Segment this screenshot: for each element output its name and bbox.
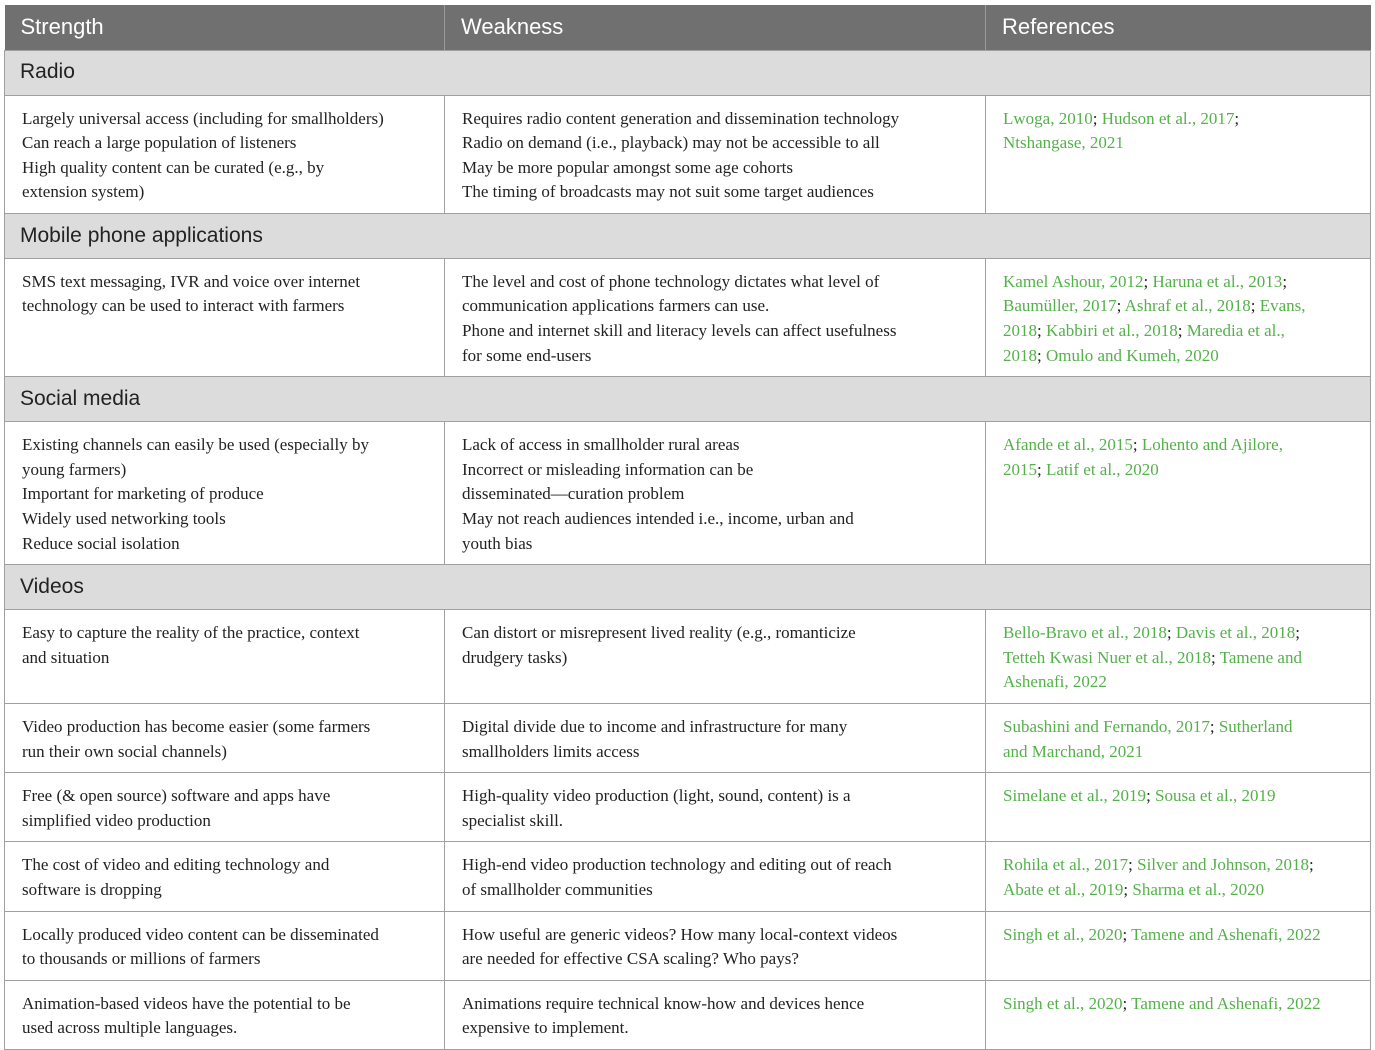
section-title: Radio — [5, 50, 1371, 95]
strength-cell — [5, 610, 445, 704]
reference-link[interactable]: Ntshangase, 2021 — [1003, 133, 1124, 153]
references-cell — [986, 422, 1371, 565]
reference-link[interactable]: Maredia et al., — [1186, 321, 1285, 341]
weakness-line: youth bias — [462, 533, 533, 553]
reference-link[interactable]: 2018 — [1003, 345, 1037, 365]
reference-separator: ; — [1037, 321, 1046, 341]
references-line — [1003, 458, 1360, 483]
strength-cell — [5, 773, 445, 842]
weakness-cell — [445, 704, 986, 773]
reference-link[interactable]: Sutherland — [1218, 717, 1293, 736]
weakness-line: The level and cost of phone technology dictates what level of — [462, 271, 880, 291]
references-line — [1003, 621, 1360, 646]
weakness-line: smallholders limits access — [462, 741, 640, 761]
reference-separator: ; — [1234, 108, 1240, 128]
table-row — [5, 704, 1371, 773]
strength-line: SMS text messaging, IVR and voice over internet — [22, 271, 361, 291]
weakness-line: High-end video production technology and editing out of reach — [462, 855, 892, 875]
reference-link[interactable]: Singh et al., 2020 — [1003, 993, 1123, 1013]
strength-line: Can reach a large population of listeners — [22, 133, 297, 153]
reference-separator: ; — [1092, 108, 1102, 128]
reference-separator: ; — [1123, 879, 1133, 899]
table-row — [5, 773, 1371, 842]
strength-line: young farmers) — [22, 459, 127, 479]
section-title: Mobile phone applications — [5, 213, 1371, 258]
section-title: Social media — [5, 377, 1371, 422]
reference-link[interactable]: Kamel Ashour, 2012 — [1003, 271, 1144, 291]
reference-separator: ; — [1250, 296, 1260, 316]
reference-link[interactable]: Hudson et al., 2017 — [1101, 108, 1235, 128]
strength-line: Video production has become easier (some farmers — [22, 717, 371, 736]
weakness-cell — [445, 773, 986, 842]
weakness-cell — [445, 95, 986, 213]
weakness-line: Animations require technical know-how and devices hence — [462, 993, 865, 1013]
reference-separator: ; — [1143, 271, 1153, 291]
table-row — [5, 610, 1371, 704]
weakness-line: How useful are generic videos? How many local-context videos — [462, 924, 898, 944]
reference-link[interactable]: Latif et al., 2020 — [1045, 459, 1159, 479]
weakness-cell — [445, 610, 986, 704]
strength-cell — [5, 911, 445, 980]
weakness-line: The timing of broadcasts may not suit some target audiences — [462, 182, 874, 202]
reference-separator: ; — [1282, 271, 1288, 291]
weakness-line: expensive to implement. — [462, 1018, 629, 1038]
strength-line: Locally produced video content can be disseminated — [22, 924, 379, 944]
strength-cell — [5, 842, 445, 911]
strength-line: technology can be used to interact with farmers — [22, 296, 345, 316]
reference-link[interactable]: Davis et al., 2018 — [1175, 623, 1296, 643]
table-row — [5, 980, 1371, 1049]
references-cell — [986, 258, 1371, 376]
header-references: References — [986, 5, 1371, 50]
weakness-cell — [445, 911, 986, 980]
references-line — [1003, 131, 1360, 156]
section-row — [5, 50, 1371, 95]
reference-separator: ; — [1177, 321, 1187, 341]
reference-separator: ; — [1037, 459, 1046, 479]
strength-cell — [5, 980, 445, 1049]
header-weakness: Weakness — [445, 5, 986, 50]
section-row — [5, 377, 1371, 422]
strength-line: simplified video production — [22, 810, 211, 830]
strength-line: and situation — [22, 647, 110, 667]
table-row — [5, 95, 1371, 213]
reference-separator: ; — [1166, 623, 1176, 643]
weakness-line: Lack of access in smallholder rural areas — [462, 435, 740, 455]
weakness-line: Phone and internet skill and literacy levels can affect usefulness — [462, 321, 897, 341]
weakness-line: Incorrect or misleading information can be — [462, 459, 754, 479]
references-line — [1003, 344, 1360, 369]
reference-link[interactable]: Simelane et al., 2019 — [1003, 786, 1147, 806]
reference-separator: ; — [1210, 647, 1220, 667]
weakness-line: Digital divide due to income and infrastructure for many — [462, 717, 848, 736]
header-row — [5, 5, 1371, 50]
references-line — [1003, 646, 1360, 671]
strength-line: Widely used networking tools — [22, 509, 226, 529]
references-line — [1003, 715, 1360, 740]
reference-link[interactable]: Lwoga, 2010 — [1003, 108, 1093, 128]
references-line — [1003, 784, 1360, 809]
weakness-cell — [445, 842, 986, 911]
reference-link[interactable]: Sharma et al., 2020 — [1132, 879, 1265, 899]
header-strength: Strength — [5, 5, 445, 50]
reference-link[interactable]: Rohila et al., 2017 — [1003, 855, 1129, 875]
references-cell — [986, 95, 1371, 213]
weakness-line: for some end-users — [462, 345, 592, 365]
section-row — [5, 565, 1371, 610]
reference-separator: ; — [1146, 786, 1156, 806]
reference-link[interactable]: 2015 — [1003, 459, 1037, 479]
section-row — [5, 213, 1371, 258]
strength-line: High quality content can be curated (e.g., by — [22, 157, 325, 177]
weakness-cell — [445, 422, 986, 565]
reference-separator: ; — [1122, 993, 1132, 1013]
table-row — [5, 911, 1371, 980]
reference-link[interactable]: Ashraf et al., 2018 — [1124, 296, 1251, 316]
weakness-cell — [445, 258, 986, 376]
strength-cell — [5, 704, 445, 773]
references-cell — [986, 704, 1371, 773]
references-line — [1003, 107, 1360, 132]
strength-line: to thousands or millions of farmers — [22, 949, 261, 969]
reference-separator: ; — [1309, 855, 1314, 875]
reference-link[interactable]: Tamene and Ashenafi, 2022 — [1131, 924, 1321, 944]
reference-separator: ; — [1116, 296, 1125, 316]
reference-link[interactable]: Tamene and — [1219, 647, 1302, 667]
weakness-line: High-quality video production (light, sound, content) is a — [462, 786, 851, 806]
reference-link[interactable]: Tamene and Ashenafi, 2022 — [1131, 993, 1321, 1013]
reference-link[interactable]: Abate et al., 2019 — [1003, 879, 1124, 899]
references-line — [1003, 878, 1360, 903]
weakness-line: of smallholder communities — [462, 879, 653, 899]
reference-link[interactable]: Omulo and Kumeh, 2020 — [1045, 345, 1219, 365]
reference-link[interactable]: Sousa et al., 2019 — [1155, 786, 1276, 806]
weakness-line: specialist skill. — [462, 810, 564, 830]
reference-link[interactable]: Ashenafi, 2022 — [1003, 672, 1107, 692]
reference-link[interactable]: Subashini and Fernando, 2017 — [1003, 717, 1210, 736]
strength-cell — [5, 95, 445, 213]
table-body — [5, 50, 1371, 1049]
references-line — [1003, 923, 1360, 948]
table-row — [5, 422, 1371, 565]
reference-link[interactable]: Lohento and Ajilore, — [1141, 435, 1283, 455]
strength-line: Important for marketing of produce — [22, 484, 264, 504]
reference-link[interactable]: Kabbiri et al., 2018 — [1045, 321, 1178, 341]
strength-line: The cost of video and editing technology and — [22, 855, 330, 875]
weakness-line: disseminated—curation problem — [462, 484, 685, 504]
references-line — [1003, 853, 1360, 878]
reference-link[interactable]: 2018 — [1003, 321, 1037, 341]
references-cell — [986, 610, 1371, 704]
references-line — [1003, 740, 1360, 765]
reference-link[interactable]: Bello-Bravo et al., 2018 — [1003, 623, 1167, 643]
weakness-line: communication applications farmers can use. — [462, 296, 770, 316]
weakness-cell — [445, 980, 986, 1049]
references-line — [1003, 319, 1360, 344]
references-line — [1003, 270, 1360, 295]
reference-separator: ; — [1295, 623, 1300, 643]
reference-link[interactable]: and Marchand, 2021 — [1003, 741, 1144, 761]
strength-line: Easy to capture the reality of the practice, context — [22, 623, 360, 643]
strength-line: Existing channels can easily be used (especially by — [22, 435, 369, 455]
strength-line: used across multiple languages. — [22, 1018, 238, 1038]
reference-link[interactable]: Silver and Johnson, 2018 — [1137, 855, 1309, 875]
reference-separator: ; — [1128, 855, 1138, 875]
references-line — [1003, 294, 1360, 319]
references-line — [1003, 433, 1360, 458]
weakness-line: May be more popular amongst some age cohorts — [462, 157, 793, 177]
section-title: Videos — [5, 565, 1371, 610]
strength-line: Animation-based videos have the potential to be — [22, 993, 351, 1013]
weakness-line: are needed for effective CSA scaling? Who pays? — [462, 949, 799, 969]
weakness-line: May not reach audiences intended i.e., income, urban and — [462, 509, 854, 529]
strength-cell — [5, 422, 445, 565]
reference-link[interactable]: Singh et al., 2020 — [1003, 924, 1123, 944]
references-cell — [986, 980, 1371, 1049]
reference-separator: ; — [1132, 435, 1142, 455]
weakness-line: Can distort or misrepresent lived reality (e.g., romanticize — [462, 623, 856, 643]
strength-line: software is dropping — [22, 879, 162, 899]
strength-line: Free (& open source) software and apps have — [22, 786, 331, 806]
reference-link[interactable]: Evans, — [1259, 296, 1306, 316]
references-line — [1003, 670, 1360, 695]
table-row — [5, 842, 1371, 911]
reference-separator: ; — [1209, 717, 1219, 736]
comparison-table — [4, 5, 1371, 1050]
strength-line: extension system) — [22, 182, 145, 202]
reference-separator: ; — [1122, 924, 1132, 944]
reference-link[interactable]: Tetteh Kwasi Nuer et al., 2018 — [1003, 647, 1211, 667]
references-cell — [986, 773, 1371, 842]
strength-line: Reduce social isolation — [22, 533, 180, 553]
reference-link[interactable]: Baumüller, 2017 — [1003, 296, 1117, 316]
strength-cell — [5, 258, 445, 376]
strength-line: run their own social channels) — [22, 741, 227, 761]
reference-link[interactable]: Afande et al., 2015 — [1003, 435, 1133, 455]
reference-link[interactable]: Haruna et al., 2013 — [1152, 271, 1283, 291]
reference-separator: ; — [1037, 345, 1046, 365]
weakness-line: drudgery tasks) — [462, 647, 568, 667]
references-cell — [986, 842, 1371, 911]
weakness-line: Requires radio content generation and dissemination technology — [462, 108, 900, 128]
strength-line: Largely universal access (including for smallholders) — [22, 108, 384, 128]
references-cell — [986, 911, 1371, 980]
table-row — [5, 258, 1371, 376]
references-line — [1003, 992, 1360, 1017]
weakness-line: Radio on demand (i.e., playback) may not be accessible to all — [462, 133, 880, 153]
